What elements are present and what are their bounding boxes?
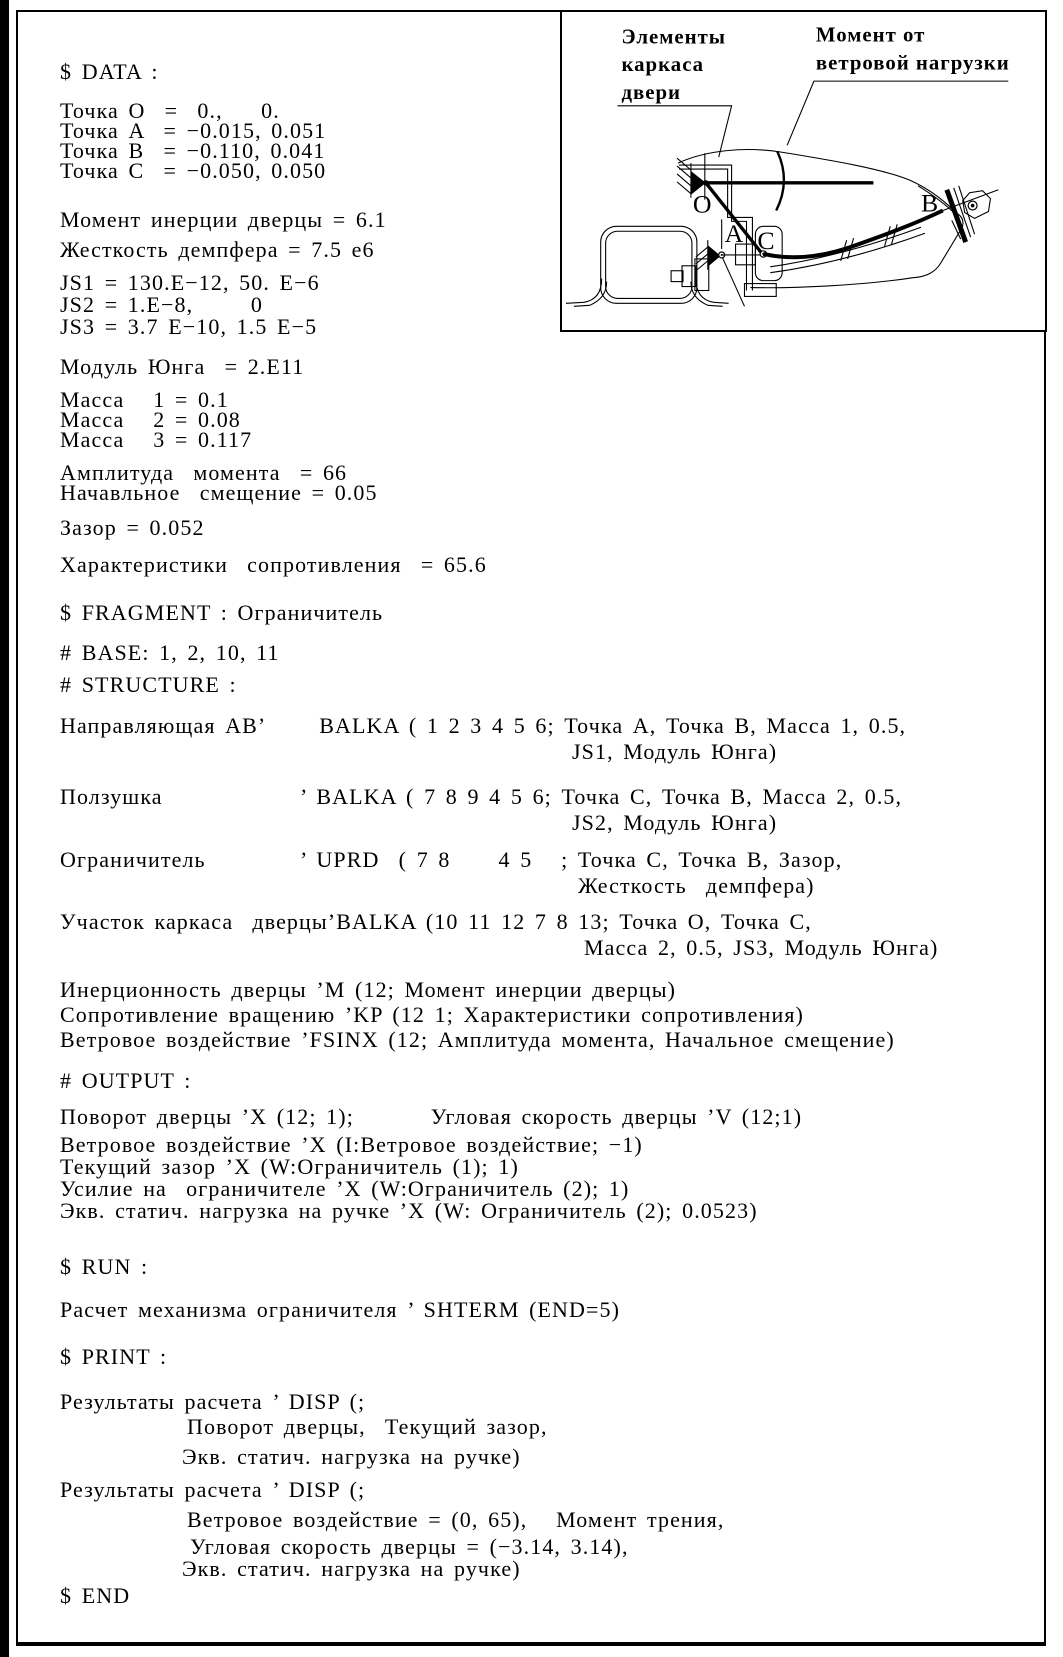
moment-leader-line [787, 81, 1008, 145]
frame-elements-callout [618, 26, 732, 158]
js2-line: JS2 = 1.E−8, 0 [60, 292, 263, 317]
base-line: # BASE: 1, 2, 10, 11 [60, 640, 280, 665]
print-block1-line: Экв. статич. нагрузка на ручке) [182, 1444, 521, 1469]
structure-row-def: ’ BALKA ( 7 8 9 4 5 6; Точка C, Точка B, Масса 2, 0.5, [300, 784, 903, 809]
js3-line: JS3 = 3.7 E−10, 1.5 E−5 [60, 314, 318, 339]
print-block2-line: Ветровое воздействие = (0, 65), Момент трения, [187, 1507, 725, 1532]
seal-outer [601, 226, 697, 303]
structure-row [60, 785, 902, 809]
run-line: Расчет механизма ограничителя ’ SHTERM (END=5) [60, 1297, 621, 1322]
amplitude-line: Амплитуда момента = 66 [60, 460, 348, 485]
frame-label-line: двери [621, 80, 682, 104]
structure-row-name: Ползушка [60, 784, 163, 809]
bolt-body [682, 266, 696, 287]
run-section-header: $ RUN : [60, 1254, 149, 1279]
scan-edge-strip [0, 0, 9, 1657]
output-line-gap: Текущий зазор ’X (W:Ограничитель (1); 1) [60, 1154, 519, 1179]
output-section-header: # OUTPUT : [60, 1068, 192, 1093]
door-limiter-diagram [560, 10, 1047, 332]
structure-row [60, 910, 812, 934]
resistance-line: Характеристики сопротивления = 65.6 [60, 552, 487, 577]
structure-row-cont: Жесткость демпфера) [578, 873, 815, 898]
point-b-line: Точка B = −0.110, 0.041 [60, 138, 326, 163]
element-wind-line: Ветровое воздействие ’FSINX (12; Амплитуда момента, Начальное смещение) [60, 1027, 895, 1052]
seal-tail-left [566, 279, 602, 304]
structure-row-def: ’BALKA (10 11 12 7 8 13; Точка O, Точка C, [327, 909, 812, 934]
end-stop-b [947, 186, 991, 242]
print-block2-head: Результаты расчета ’ DISP (; [60, 1477, 366, 1502]
channel-tick [884, 226, 890, 247]
bolt-head [671, 271, 683, 282]
damper-line: Жесткость демпфера = 7.5 e6 [60, 237, 375, 262]
frame-label-line: Элементы [621, 25, 727, 49]
point-label-c: C [757, 226, 775, 256]
wind-moment-arc [776, 151, 784, 210]
output-line-wind: Ветровое воздействие ’X (I:Ветровое воздействие; −1) [60, 1132, 643, 1157]
wind-moment-callout [787, 24, 1010, 146]
point-c-line: Точка C = −0.050, 0.050 [60, 158, 327, 183]
element-resistance-line: Сопротивление вращению ’KP (12 1; Характеристики сопротивления) [60, 1002, 804, 1027]
point-o-line: Точка O = 0., 0. [60, 98, 280, 123]
end-section-header: $ END [60, 1583, 131, 1608]
point-a-line: Точка A = −0.015, 0.051 [60, 118, 327, 143]
door-limiter-drawing [562, 12, 1045, 330]
clearance-line: Зазор = 0.052 [60, 515, 205, 540]
initial-offset-line: Начавльное смещение = 0.05 [60, 480, 378, 505]
structure-row-def: BALKA ( 1 2 3 4 5 6; Точка A, Точка B, Масса 1, 0.5, [300, 713, 907, 738]
print-block1-head: Результаты расчета ’ DISP (; [60, 1389, 366, 1414]
point-label-o: O [692, 189, 712, 219]
print-block2-line: Угловая скорость дверцы = (−3.14, 3.14), [190, 1534, 629, 1559]
inertia-line: Момент инерции дверцы = 6.1 [60, 207, 387, 232]
structure-row [60, 848, 842, 872]
frame-leader-line [618, 106, 732, 157]
structure-row-cont: JS2, Модуль Юнга) [572, 810, 778, 835]
structure-row-cont: JS1, Модуль Юнга) [572, 739, 778, 764]
print-block1-line: Поворот дверцы, Текущий зазор, [187, 1414, 548, 1439]
frame-label-line: каркаса [621, 53, 705, 77]
fragment-section-header: $ FRAGMENT : Ограничитель [60, 600, 384, 625]
element-inertia-line: Инерционность дверцы ’M (12; Момент инерции дверцы) [60, 977, 677, 1002]
print-section-header: $ PRINT : [60, 1344, 168, 1369]
joint-b-dot [971, 204, 975, 208]
print-block2-line: Экв. статич. нагрузка на ручке) [182, 1556, 521, 1581]
data-section-header: $ DATA : [60, 59, 159, 84]
structure-row [60, 714, 906, 738]
limiter-rod [763, 211, 943, 258]
channel-tick [891, 224, 897, 245]
structure-row-name: Направляющая AB’ [60, 713, 267, 738]
moment-label-line: ветровой нагрузки [815, 51, 1010, 75]
output-line-static: Экв. статич. нагрузка на ручке ’X (W: Ограничитель (2); 0.0523) [60, 1198, 758, 1223]
leader-diagonal [722, 256, 745, 306]
door-seal-profile [566, 226, 729, 306]
point-label-a: A [724, 219, 744, 249]
js1-line: JS1 = 130.E−12, 50. E−6 [60, 270, 320, 295]
structure-section-header: # STRUCTURE : [60, 672, 237, 697]
bracket-foot [744, 284, 776, 297]
mass3-line: Масса 3 = 0.117 [60, 427, 253, 452]
output-line-force: Усилие на ограничителе ’X (W:Ограничитель (2); 1) [60, 1176, 630, 1201]
output-line-rotation: Поворот дверцы ’X (12; 1); Угловая скорость дверцы ’V (12;1) [60, 1104, 803, 1129]
seal-inner [606, 231, 692, 298]
bolt-assembly [671, 259, 709, 291]
structure-row-cont: Масса 2, 0.5, JS3, Модуль Юнга) [584, 935, 939, 960]
structure-row-def: ’ UPRD ( 7 8 4 5 ; Точка C, Точка B, Зазор, [300, 847, 843, 872]
young-modulus-line: Модуль Юнга = 2.E11 [60, 354, 305, 379]
point-label-b: B [921, 188, 939, 218]
mass1-line: Масса 1 = 0.1 [60, 387, 229, 412]
structure-row-name: Участок каркаса дверцы [60, 909, 328, 934]
moment-label-line: Момент от [815, 23, 926, 47]
mass2-line: Масса 2 = 0.08 [60, 407, 241, 432]
channel-line [770, 233, 925, 273]
structure-row-name: Ограничитель [60, 847, 206, 872]
